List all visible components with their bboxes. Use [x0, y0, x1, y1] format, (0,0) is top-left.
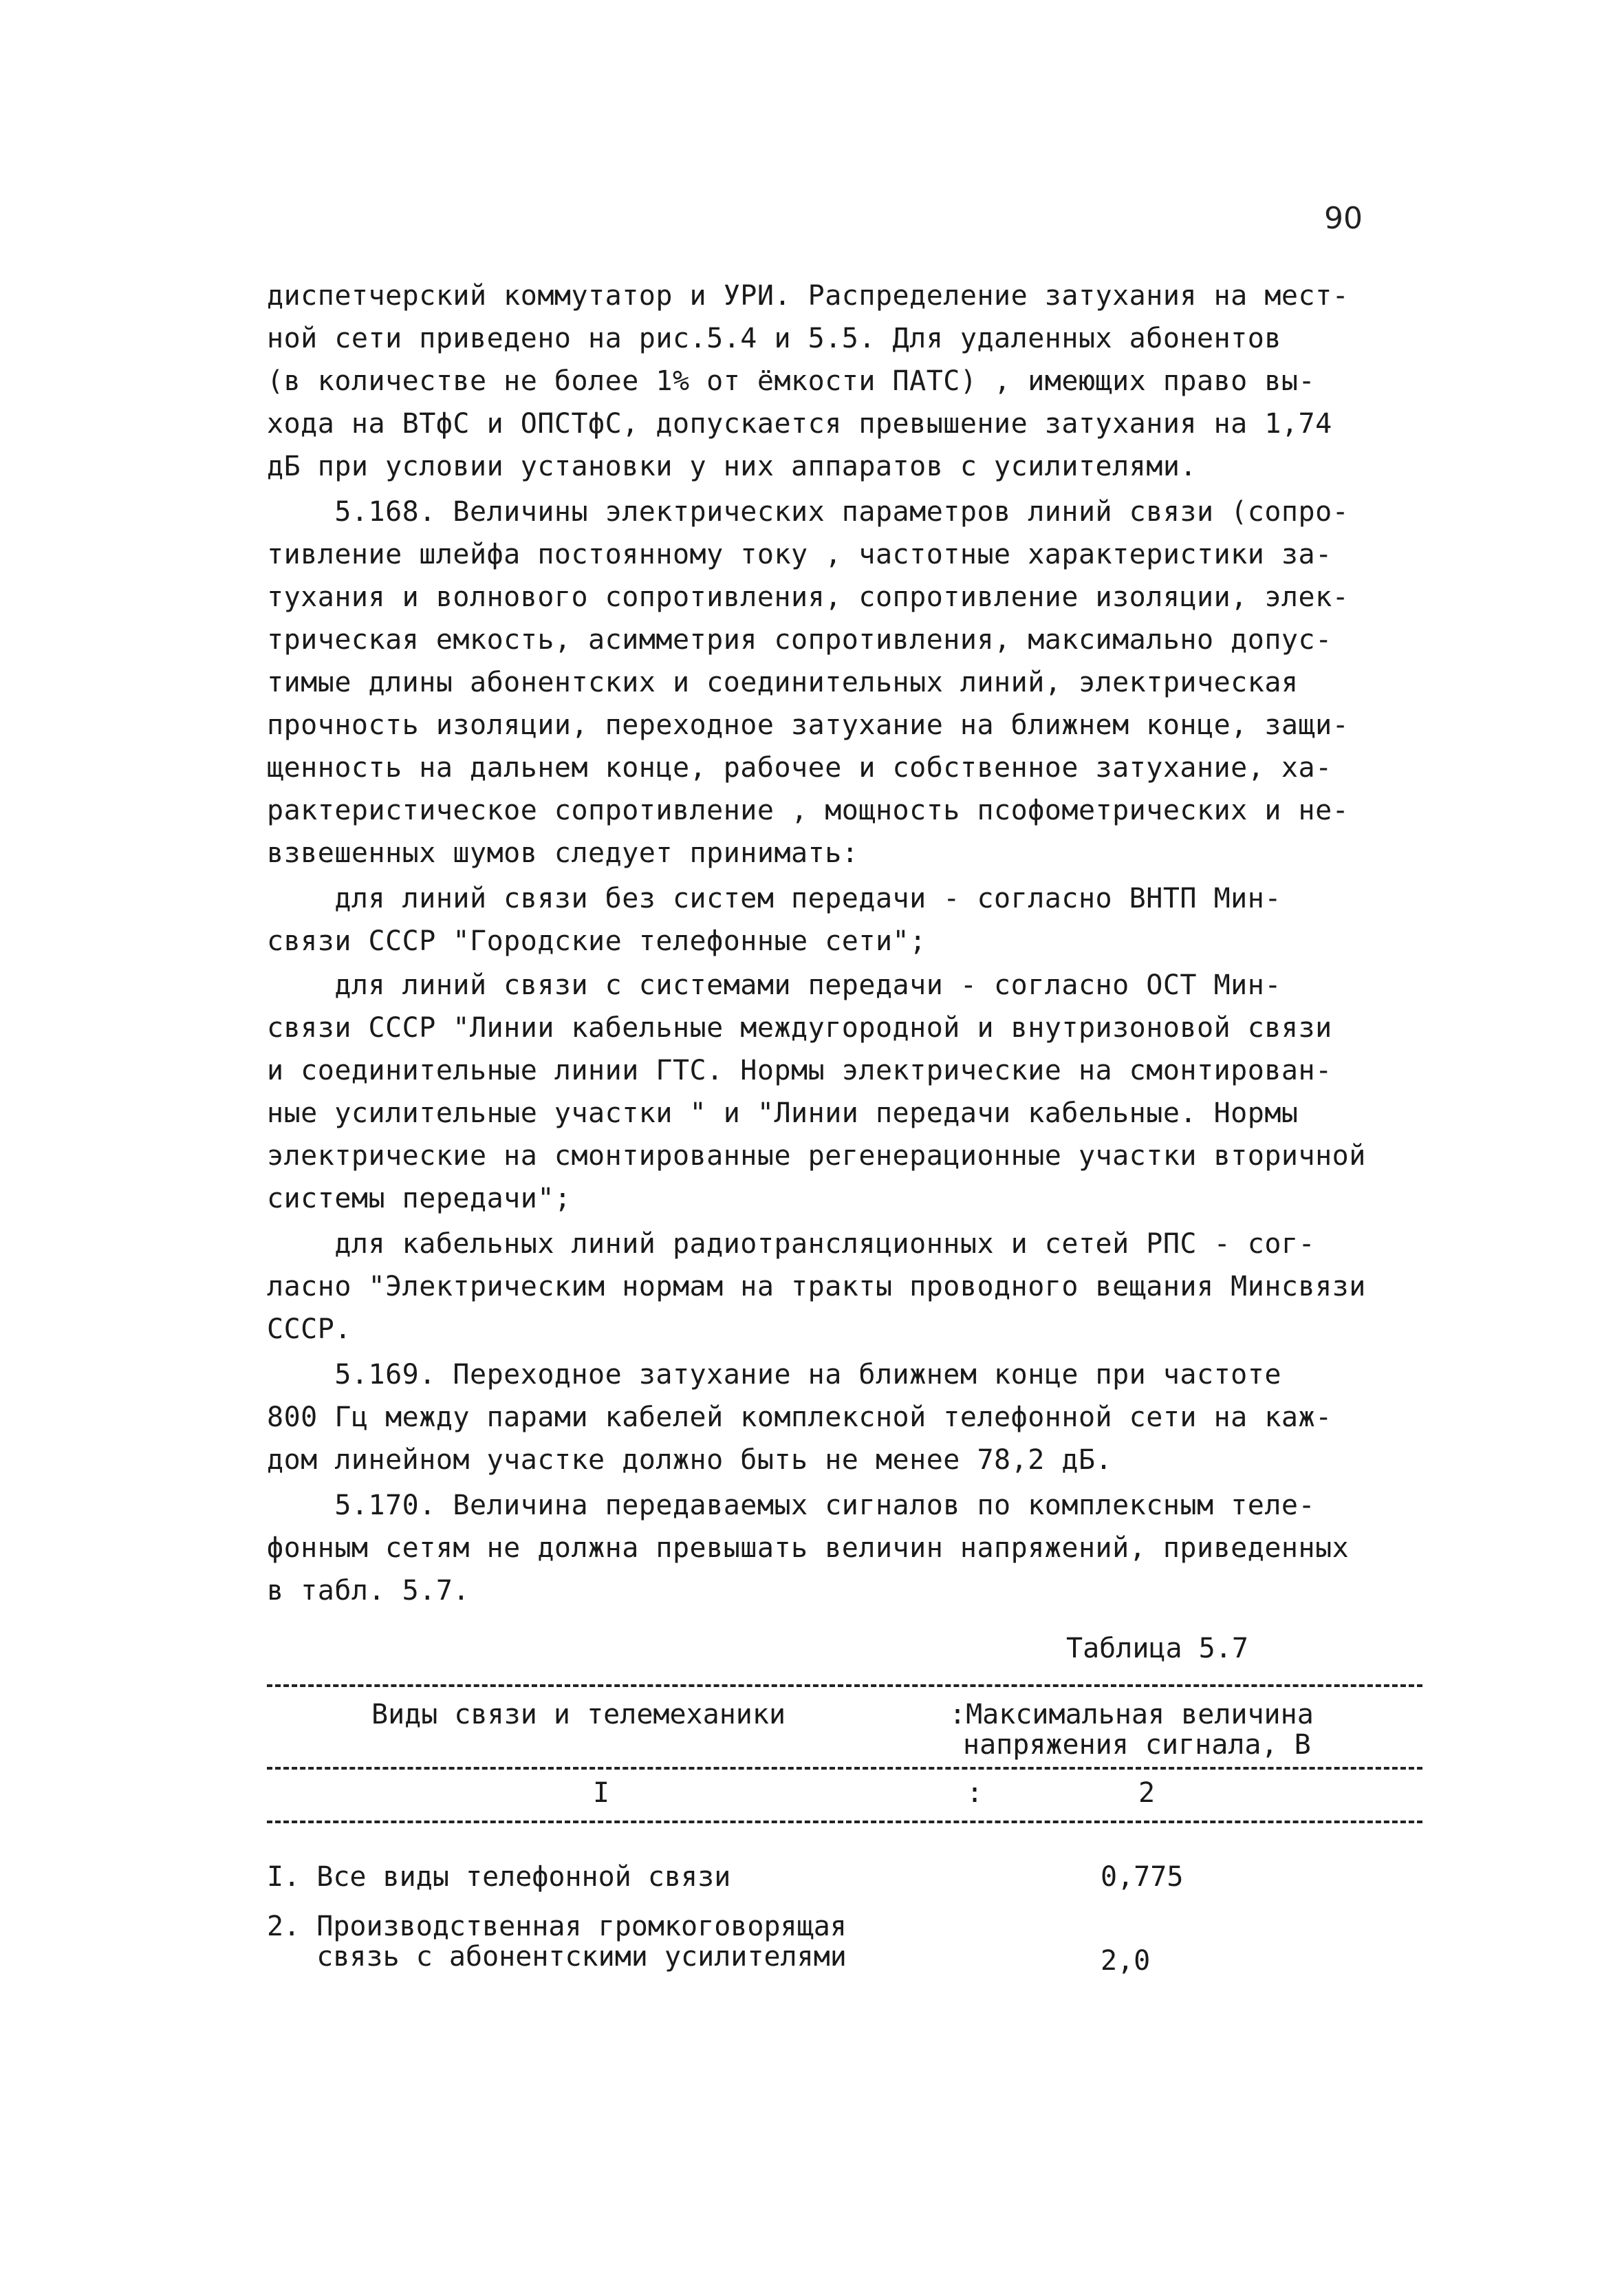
text-line: тивление шлейфа постоянному току , частотные характеристики за- [267, 539, 1332, 570]
text-line: хода на ВТфС и ОПСТфС, допускается превышение затухания на 1,74 [267, 408, 1332, 440]
text-line: и соединительные линии ГТС. Нормы электрические на смонтирован- [267, 1055, 1332, 1086]
table-rule-header [267, 1767, 1422, 1770]
table-header-col2: напряжения сигнала, В [963, 1729, 1311, 1761]
text-line: СССР. [267, 1313, 351, 1345]
table-row-label: I. Все виды телефонной связи [267, 1861, 731, 1893]
text-line: тимые длины абонентских и соединительных линий, электрическая [267, 667, 1299, 698]
text-line: прочность изоляции, переходное затухание на ближнем конце, защи- [267, 709, 1350, 741]
text-line: дБ при условии установки у них аппаратов с усилителями. [267, 451, 1198, 482]
text-line: для линий связи с системами передачи - согласно ОСТ Мин- [267, 969, 1281, 1001]
table-rule-index [267, 1821, 1422, 1823]
text-line: трическая емкость, асимметрия сопротивления, максимально допус- [267, 624, 1332, 656]
text-line: диспетчерский коммутатор и УРИ. Распределение затухания на мест- [267, 280, 1350, 312]
table-row-label: связь с абонентскими усилителями [267, 1941, 847, 1973]
table-header-col1: Виды связи и телемеханики [371, 1699, 786, 1730]
text-line: рактеристическое сопротивление , мощность псофометрических и не- [267, 795, 1350, 826]
text-line: 5.169. Переходное затухание на ближнем конце при частоте [267, 1359, 1281, 1391]
text-line: 5.170. Величина передаваемых сигналов по комплексным теле- [267, 1490, 1316, 1521]
table-row-value: 0,775 [1101, 1861, 1184, 1893]
text-line: ной сети приведено на рис.5.4 и 5.5. Для удаленных абонентов [267, 323, 1281, 354]
text-line: для кабельных линий радиотрансляционных и сетей РПС - сог- [267, 1228, 1316, 1260]
table-index-col2: 2 [1138, 1777, 1156, 1809]
text-line: (в количестве не более 1% от ёмкости ПАТС) , имеющих право вы- [267, 365, 1316, 397]
text-line: электрические на смонтированные регенерационные участки вторичной [267, 1140, 1366, 1172]
table-header-col2: :Максимальная величина [949, 1699, 1314, 1730]
table-index-col1: I [593, 1777, 610, 1809]
text-line: 5.168. Величины электрических параметров линий связи (сопро- [267, 496, 1350, 528]
table-row-label: 2. Производственная громкоговорящая [267, 1911, 847, 1942]
table-caption: Таблица 5.7 [1066, 1633, 1248, 1664]
text-line: для линий связи без систем передачи - согласно ВНТП Мин- [267, 883, 1281, 914]
text-line: фонным сетям не должна превышать величин напряжений, приведенных [267, 1532, 1350, 1564]
text-line: 800 Гц между парами кабелей комплексной телефонной сети на каж- [267, 1402, 1332, 1433]
text-line: связи СССР "Линии кабельные междугородной и внутризоновой связи [267, 1012, 1332, 1044]
text-line: щенность на дальнем конце, рабочее и собственное затухание, ха- [267, 752, 1332, 784]
text-line: системы передачи"; [267, 1183, 572, 1214]
text-line: ные усилительные участки " и "Линии передачи кабельные. Нормы [267, 1097, 1299, 1129]
text-line: связи СССР "Городские телефонные сети"; [267, 925, 927, 957]
text-line: дом линейном участке должно быть не менее 78,2 дБ. [267, 1444, 1113, 1476]
table-row-value: 2,0 [1101, 1945, 1151, 1977]
text-line: ласно "Электрическим нормам на тракты проводного вещания Минсвязи [267, 1271, 1366, 1302]
page-number: 90 [1324, 201, 1363, 236]
text-line: тухания и волнового сопротивления, сопротивление изоляции, элек- [267, 581, 1350, 613]
table-index-separator: : [966, 1777, 984, 1809]
table-rule-top [267, 1684, 1422, 1687]
text-line: взвешенных шумов следует принимать: [267, 837, 859, 869]
text-line: в табл. 5.7. [267, 1575, 470, 1607]
